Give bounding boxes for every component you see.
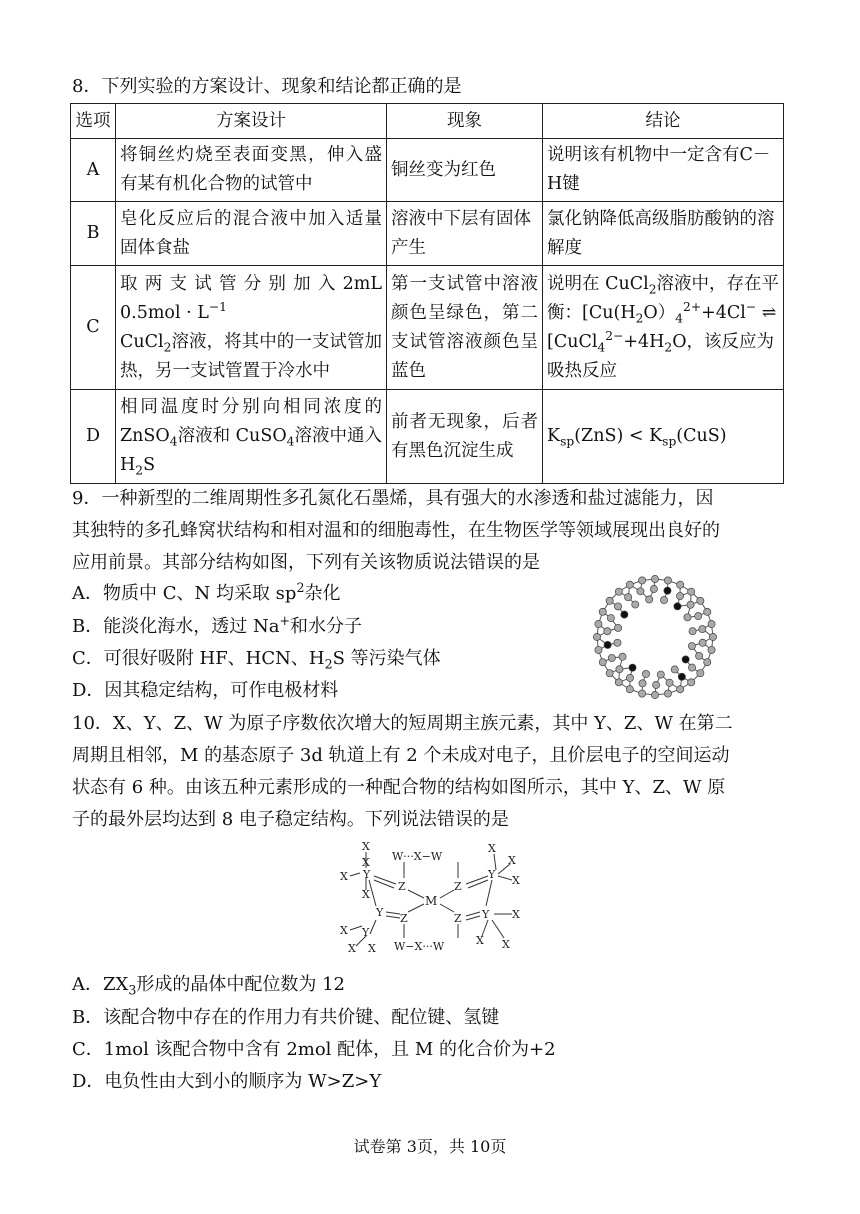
carbon-atom — [671, 666, 678, 673]
q10-option-a: A．$ZX_3$形成的晶体中配位数为 12 — [72, 974, 345, 998]
carbon-atom — [616, 666, 623, 673]
svg-text:X: X — [502, 938, 510, 951]
carbon-atom — [660, 596, 667, 603]
carbon-atom — [625, 594, 632, 601]
carbon-atom — [608, 654, 615, 661]
svg-text:Y: Y — [376, 906, 384, 919]
table-row — [71, 266, 784, 390]
table-row — [71, 390, 784, 484]
carbon-atom — [606, 597, 613, 604]
carbon-atom — [709, 633, 716, 640]
carbon-atom — [664, 577, 671, 584]
nitrogen-atom — [674, 603, 681, 610]
carbon-atom — [688, 679, 695, 686]
q8-stem: 8．下列实验的方案设计、现象和结论都正确的是 — [72, 76, 462, 97]
carbon-atom — [652, 681, 659, 688]
svg-text:X: X — [362, 888, 370, 901]
q10-option-b: B．该配合物中存在的作用力有共价键、配位键、氢键 — [72, 1007, 500, 1028]
carbon-atom — [697, 597, 704, 604]
svg-text:X: X — [368, 942, 376, 955]
carbon-atom — [614, 639, 621, 646]
q10-stem: 10．X、Y、Z、W 为原子序数依次增大的短周期主族元素，其中 Y、Z、W 在第二 周期且相邻，M 的基态原子 3d 轨道上有 2 个未成对电子，且价层电子的空间运动 状态有 6 种。由该五种元素形成的一种配合物的结构如图所示，其中 Y、Z、W 原 子的最外层均达到 8 电子稳定结构。下列说法错误的是 — [72, 713, 733, 830]
carbon-atom — [687, 601, 694, 608]
carbon-atom — [657, 671, 664, 678]
row-conclusion: 氯化钠降低高级脂肪酸钠的溶解度 — [543, 202, 784, 266]
svg-text:X: X — [488, 842, 496, 855]
q9-option-d: D．因其稳定结构，可作电极材料 — [72, 680, 339, 701]
row-option: D — [71, 390, 116, 484]
q10-option-d: D．电负性由大到小的顺序为 W>Z>Y — [72, 1071, 382, 1092]
carbon-atom — [632, 601, 639, 608]
header-phenomenon: 现象 — [387, 104, 543, 139]
carbon-atom — [595, 620, 602, 627]
carbon-atom — [642, 670, 649, 677]
carbon-atom — [708, 646, 715, 653]
carbon-atom — [638, 577, 645, 584]
header-conclusion: 结论 — [543, 104, 784, 139]
experiment-table — [70, 103, 784, 484]
row-phenomenon: 溶液中下层有固体产生 — [387, 202, 543, 266]
row-phenomenon: 第一支试管中溶液颜色呈绿色，第二支试管溶液颜色呈蓝色 — [387, 266, 543, 390]
carbon-atom — [651, 691, 658, 698]
table-row — [71, 139, 784, 202]
svg-text:Y: Y — [482, 908, 490, 921]
carbon-atom — [677, 581, 684, 588]
carbon-atom — [599, 608, 606, 615]
carbon-atom — [638, 690, 645, 697]
carbon-atom — [688, 642, 695, 649]
row-phenomenon: 前者无现象，后者有黑色沉淀生成 — [387, 390, 543, 484]
svg-text:Y: Y — [488, 868, 496, 881]
nitrogen-atom — [678, 673, 685, 680]
carbon-atom — [619, 653, 626, 660]
svg-text:Y: Y — [363, 868, 371, 881]
svg-text:W···X−W: W···X−W — [392, 850, 443, 863]
q9-stem: 9．一种新型的二维周期性多孔氮化石墨烯，具有强大的水渗透和盐过滤能力，因 其独特的多孔蜂窝状结构和相对温和的细胞毒性，在生物医学等领域展现出良好的 应用前景。其部分结构如图，下列有关该物质说法错误的是 — [72, 488, 720, 573]
row-design: 将铜丝灼烧至表面变黑，伸入盛有某有机化合物的试管中 — [116, 139, 387, 202]
q10-option-c: C．1mol 该配合物中含有 2mol 配体，且 M 的化合价为+2 — [72, 1039, 556, 1060]
carbon-atom — [688, 664, 695, 671]
row-phenomenon: 铜丝变为红色 — [387, 139, 543, 202]
carbon-atom — [695, 612, 702, 619]
carbon-atom — [599, 659, 606, 666]
q9-option-c: C．可很好吸附 HF、HCN、$H_2S$ 等污染气体 — [72, 648, 441, 672]
row-conclusion: $K_{sp}(ZnS) < K_{sp}(CuS)$ — [543, 390, 784, 484]
carbon-atom — [614, 603, 621, 610]
carbon-atom — [704, 659, 711, 666]
header-design: 方案设计 — [116, 104, 387, 139]
svg-text:Z: Z — [454, 880, 462, 893]
carbon-atom — [615, 588, 622, 595]
svg-text:W−X···W: W−X···W — [394, 940, 445, 953]
carbon-atom — [688, 588, 695, 595]
svg-text:Z: Z — [454, 912, 462, 925]
carbon-atom — [637, 588, 644, 595]
nitrogen-atom — [604, 641, 611, 648]
header-option: 选项 — [71, 104, 116, 139]
carbon-atom — [677, 686, 684, 693]
porous-graphene-structure-figure — [590, 572, 720, 702]
nitrogen-atom — [682, 656, 689, 663]
carbon-atom — [676, 592, 683, 599]
svg-text:X: X — [340, 924, 348, 937]
carbon-atom — [651, 575, 658, 582]
carbon-atom — [614, 624, 621, 631]
nitrogen-atom — [664, 587, 671, 594]
carbon-atom — [696, 652, 703, 659]
carbon-atom — [626, 581, 633, 588]
carbon-atom — [646, 596, 653, 603]
carbon-atom — [697, 670, 704, 677]
row-design: 相同温度时分别向相同浓度的ZnSO$_4$溶液和 CuSO$_4$溶液中通入$H_2S$ — [116, 390, 387, 484]
page-footer: 试卷第 3页，共 10页 — [353, 1137, 507, 1156]
carbon-atom — [664, 690, 671, 697]
carbon-atom — [626, 674, 633, 681]
carbon-atom — [689, 628, 696, 635]
svg-text:X: X — [362, 840, 370, 853]
carbon-atom — [708, 620, 715, 627]
row-option: C — [71, 266, 116, 390]
table-row — [71, 202, 784, 266]
q9-option-a: A．物质中 C、N 均采取 $sp^2$杂化 — [72, 580, 341, 604]
row-design: 皂化反应后的混合液中加入适量固体食盐 — [116, 202, 387, 266]
carbon-atom — [606, 670, 613, 677]
row-conclusion: 说明在 CuCl$_2$溶液中，存在平衡：[$Cu(H_2O)_4^{2+}+4Cl^-$ ⇌ [$CuCl_4^{2-}+4H_2O$，该反应为吸热反应 — [543, 266, 784, 390]
carbon-atom — [604, 628, 611, 635]
svg-text:Y: Y — [362, 926, 370, 939]
svg-text:X: X — [340, 870, 348, 883]
table-header-row — [71, 104, 784, 139]
carbon-atom — [699, 625, 706, 632]
nitrogen-atom — [629, 664, 636, 671]
svg-text:X: X — [476, 934, 484, 947]
nitrogen-atom — [621, 611, 628, 618]
carbon-atom — [684, 614, 691, 621]
carbon-atom — [704, 608, 711, 615]
row-design: 取 两 支 试 管 分 别 加 入 2mL $0.5mol \cdot L^{-1}$ CuCl$_2$溶液，将其中的一支试管加热，另一支试管置于冷水中 — [116, 266, 387, 390]
row-option: B — [71, 202, 116, 266]
svg-text:Z: Z — [398, 880, 406, 893]
carbon-atom — [626, 686, 633, 693]
carbon-atom — [699, 639, 706, 646]
svg-text:M: M — [425, 894, 438, 908]
carbon-atom — [607, 614, 614, 621]
row-option: A — [71, 139, 116, 202]
carbon-atom — [595, 646, 602, 653]
q9-option-b: B．能淡化海水，透过 Na+和水分子 — [72, 613, 362, 637]
svg-text:X: X — [508, 854, 516, 867]
carbon-atom — [666, 679, 673, 686]
carbon-atom — [593, 633, 600, 640]
carbon-atom — [615, 679, 622, 686]
complex-structure-figure — [336, 840, 526, 956]
carbon-atom — [650, 585, 657, 592]
svg-text:X: X — [348, 942, 356, 955]
svg-text:X: X — [512, 908, 520, 921]
carbon-atom — [639, 680, 646, 687]
svg-text:X: X — [362, 856, 370, 869]
row-conclusion: 说明该有机物中一定含有C－H键 — [543, 139, 784, 202]
svg-text:Z: Z — [400, 912, 408, 925]
svg-text:X: X — [512, 874, 520, 887]
